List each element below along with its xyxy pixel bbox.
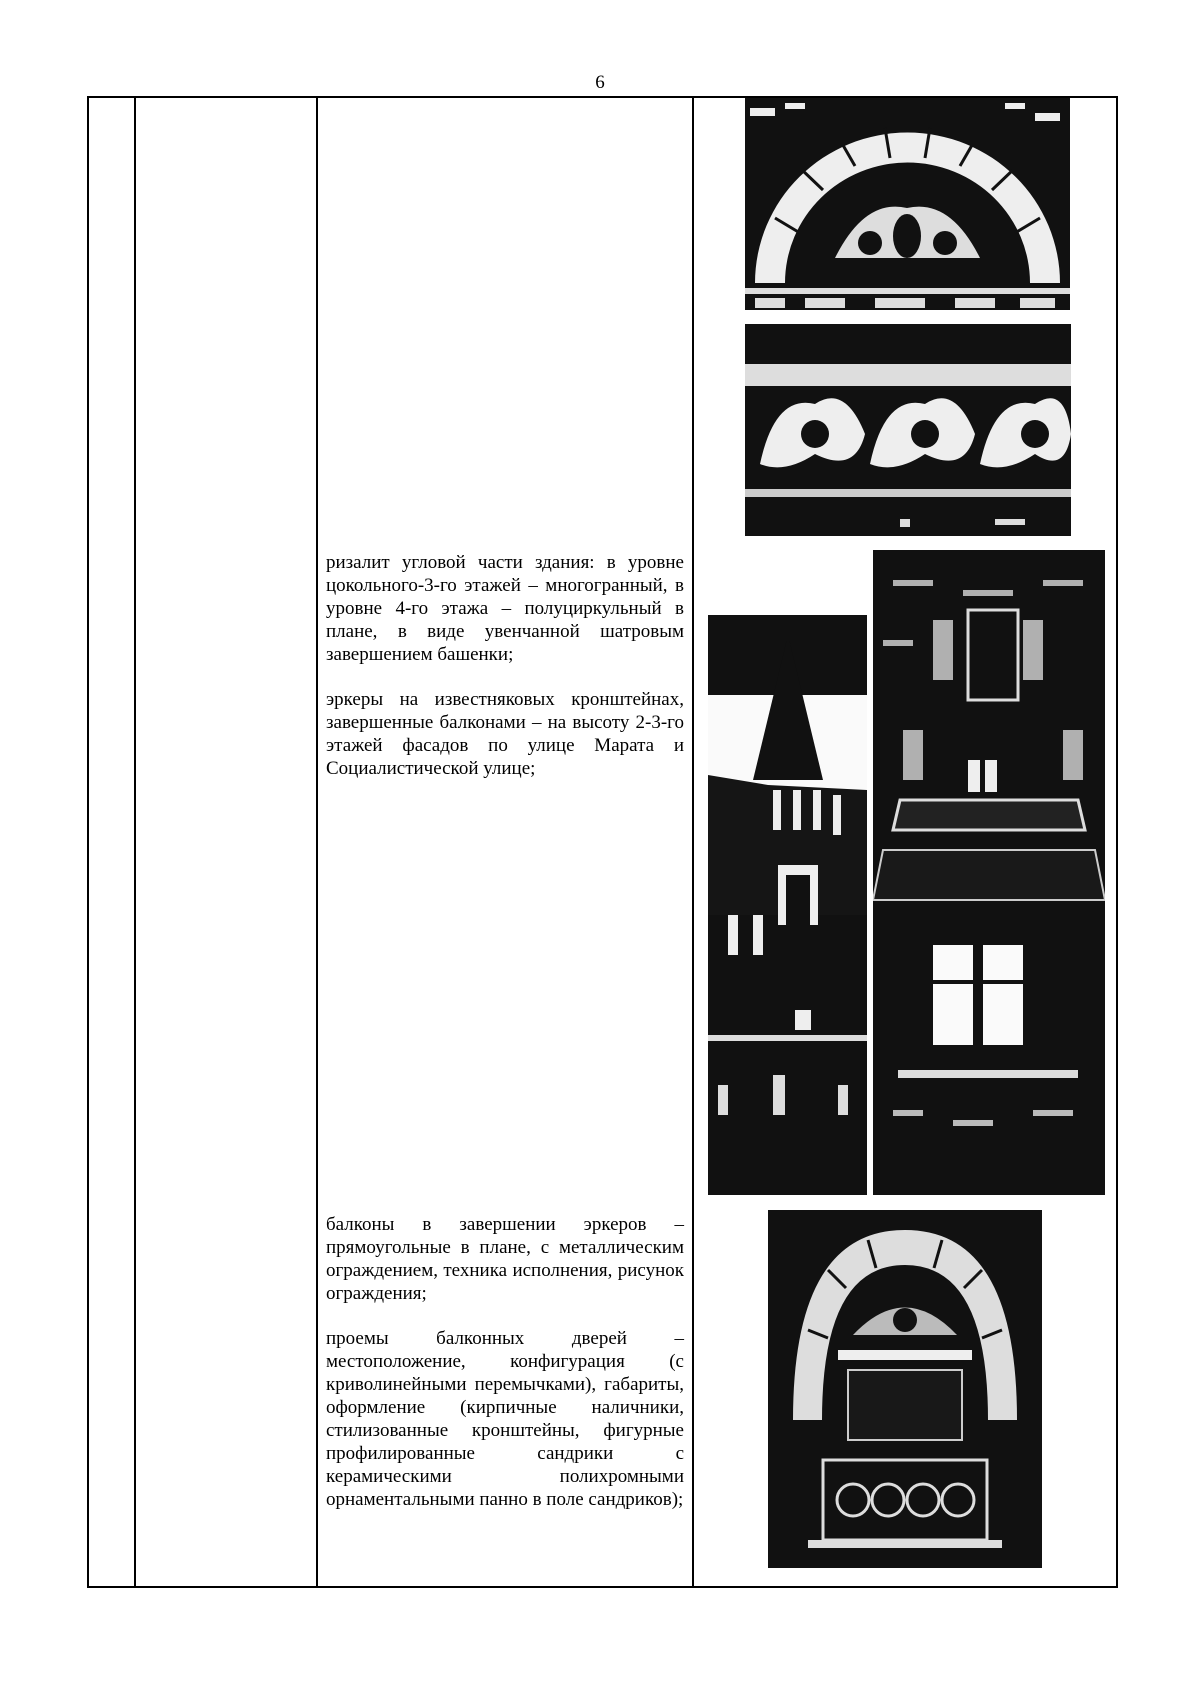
tower-photo: [708, 615, 867, 1195]
text-group-2: [326, 1213, 684, 1533]
arch-photo: [745, 98, 1070, 310]
erker-facade-photo: [873, 550, 1105, 1195]
erkers-description: эркеры на известняковых кронштейнах, завершенные балконами – на высоту 2-3-го этажей фасадов по улице Марата и Социалистической улице;: [326, 689, 684, 779]
column-divider: [134, 98, 136, 1586]
page-number: 6: [595, 72, 605, 93]
balcony-openings-description: проемы балконных дверей – местоположение, конфигурация (с криволинейными перемычками), габариты, оформление (кирпичные наличники, стилизованные кронштейны, фигурные профилированные сандрики с керамическими полихромными орнаментальными панно в поле сандриков);: [326, 1328, 684, 1510]
text-group-1: [326, 551, 684, 802]
balconies-description: балконы в завершении эркеров – прямоугольные в плане, с металлическим ограждением, техника исполнения, рисунок ограждения;: [326, 1214, 684, 1304]
frieze-photo: [745, 324, 1071, 536]
corner-risalit-description: ризалит угловой части здания: в уровне цокольного-3-го этажей – многогранный, в уровне 4-го этажа – полуциркульный в плане, в виде увенчанной шатровым завершением башенки;: [326, 552, 684, 665]
balcony-door-photo: [768, 1210, 1042, 1568]
column-divider: [316, 98, 318, 1586]
column-divider: [692, 98, 694, 1586]
